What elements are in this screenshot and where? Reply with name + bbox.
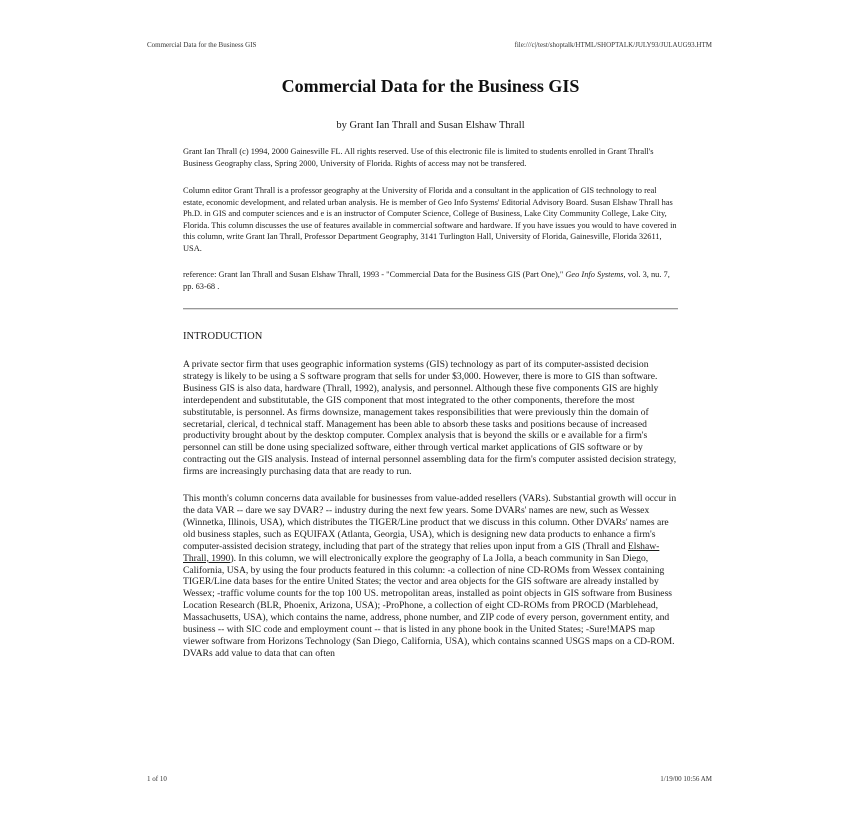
body-text-before-link: This month's column concerns data available for businesses from value-added resellers (VARs). Substantial growth will occur in the data VAR -- dare we say DVAR? -- industry during the next few years. Some DVARs' names are new, such as Wessex (Winnetka, Illinois, USA), which distributes the TIGER/Line product that we discuss in this column. Other DVARs' names are old business staples, such as EQUIFAX (Atlanta, Georgia, USA), which is designing new data products to enhance a firm's computer-assisted decision strategy, including that part of the strategy that relies upon input from a GIS (Thrall and bbox=[183, 493, 677, 552]
page-title: Commercial Data for the Business GIS bbox=[281, 76, 580, 96]
print-timestamp: 1/19/00 10:56 AM bbox=[660, 775, 712, 783]
print-header-url: file:///c|/test/shoptalk/HTML/SHOPTALK/JULY93/JULAUG93.HTM bbox=[514, 41, 712, 49]
print-header-title: Commercial Data for the Business GIS bbox=[147, 41, 257, 49]
body-text-after-link: ). In this column, we will electronically explore the geography of La Jolla, a beach community in San Diego, California, USA, by using the four products featured in this column: -a collection of nine CD-ROMs from Wessex containing TIGER/Line data bases for the entire United States; the vector and area objects for the GIS software are already installed by Wessex; -traffic volume counts for the top 100 US. metropolitan areas, installed as point objects in GIS software from Business Location Research (BLR, Phoenix, Arizona, USA); -ProPhone, a collection of eight CD-ROMs from PROCD (Marblehead, Massachusetts, USA), which contains the name, address, phone number, and ZIP code of every person, government entity, and business -- with SIC code and employment count -- that is listed in any phone book in the United States; -Sure!MAPS map viewer software from Horizons Technology (San Diego, California, USA), which contains scanned USGS maps on a CD-ROM. DVARs add value to data that can often bbox=[183, 552, 675, 659]
reference-citation bbox=[183, 269, 678, 292]
document-body bbox=[183, 74, 678, 660]
author-bio: Column editor Grant Thrall is a professor geography at the University of Florida and a consultant in the application of GIS technology to real estate, economic development, and related urban analysis. He is member of Geo Info Systems' Editorial Advisory Board. Susan Elshaw Thrall has Ph.D. in GIS and computer sciences and e is an instructor of Computer Science, College of Business, Lake City Community College, Lake City, Florida. This column discusses the use of features available in commercial software and hardware. If you have issues you would to have covered in this column, write Grant Ian Thrall, Professor Department Geography, 3141 Turlington Hall, University of Florida, Gainesville, Florida 32611, USA. bbox=[183, 186, 677, 253]
intro-paragraph: A private sector firm that uses geographic information systems (GIS) technology as part of its computer-assisted decision strategy is likely to be using a S software program that sells for under $3,000. However, there is more to GIS than software. Business GIS is also data, hardware (Thrall, 1992), analysis, and personnel. Although these five components GIS are highly interdependent and substitutable, the GIS component that most integrated to the other components, therefore the most substitutable, is personnel. As firms downsize, management takes responsibilities that were previously thin the domain of secretarial, clerical, d technical staff. Management has been able to absorb these tasks and positions because of increased productivity brought about by the desktop computer. Complex analysis that is beyond the skills or e available for a firm's personnel can still be done using specialized software, either through vertical market applications of GIS software or by contracting out the GIS analysis. Instead of internal personnel assembling data for the firm's computer assisted decision strategy, firms are increasingly purchasing data that are ready to run. bbox=[183, 359, 677, 478]
page-number: 1 of 10 bbox=[147, 775, 167, 783]
byline: by Grant Ian Thrall and Susan Elshaw Thrall bbox=[336, 120, 525, 131]
reference-suffix: , vol. 3, nu. 7, pp. 63-68 . bbox=[183, 270, 670, 291]
citation-link[interactable]: Elshaw-Thrall, 1990 bbox=[183, 540, 660, 564]
horizontal-rule bbox=[183, 308, 678, 310]
copyright-notice: Grant Ian Thrall (c) 1994, 2000 Gainesville FL. All rights reserved. Use of this electronic file is limited to students enrolled in Grant Thrall's Business Geography class, Spring 2000, University of Florida. Rights of access may not be transfered. bbox=[183, 147, 654, 168]
body-paragraph bbox=[183, 493, 678, 660]
section-heading: INTRODUCTION bbox=[183, 331, 263, 342]
reference-journal: Geo Info Systems bbox=[565, 270, 624, 279]
reference-prefix: reference: Grant Ian Thrall and Susan Elshaw Thrall, 1993 - "Commercial Data for the Business GIS (Part One)," bbox=[183, 270, 566, 279]
